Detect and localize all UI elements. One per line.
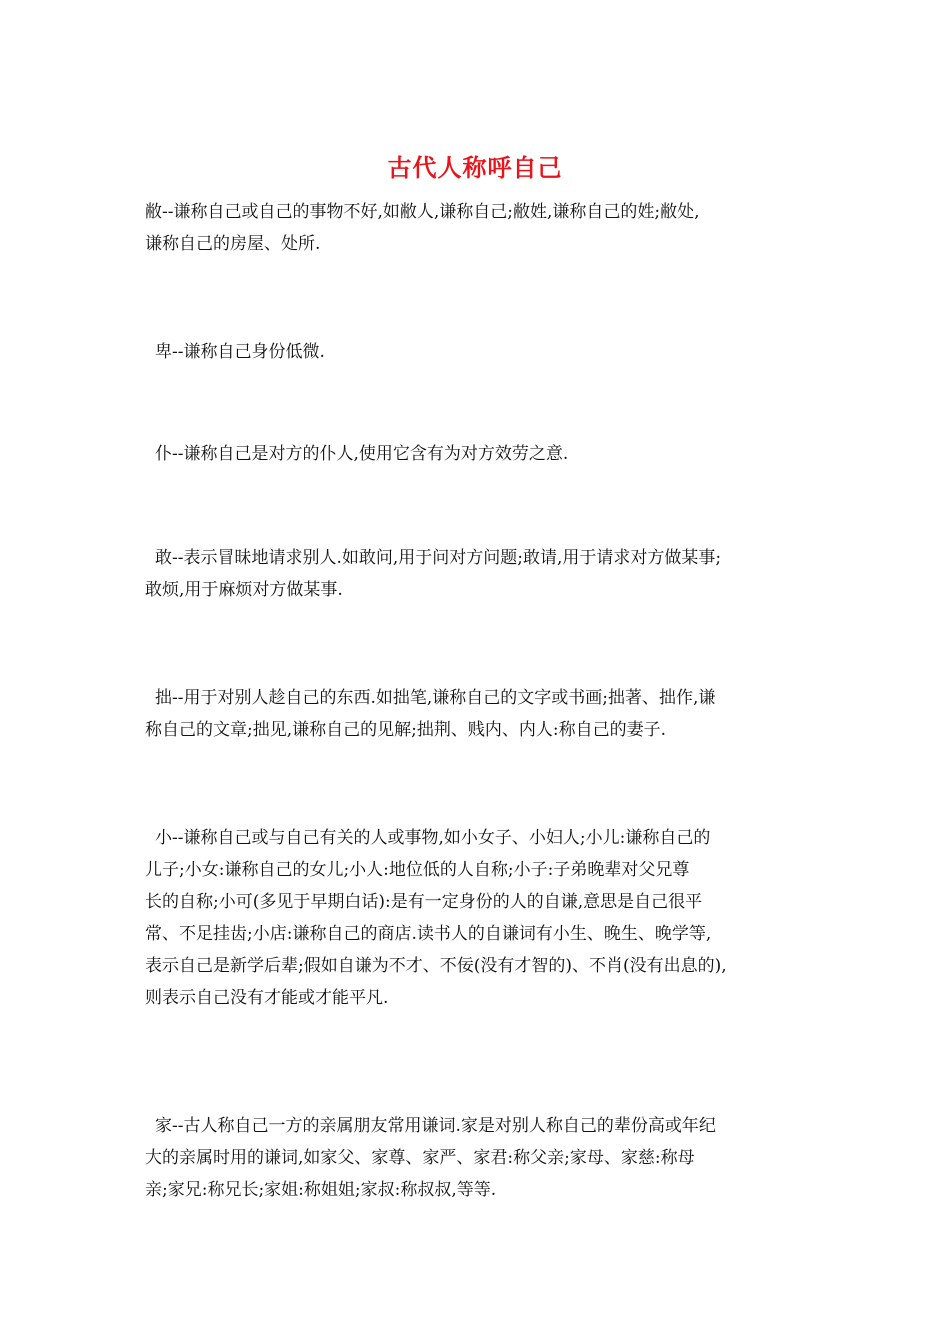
paragraph-line: 敝--谦称自己或自己的事物不好,如敝人,谦称自己;敝姓,谦称自己的姓;敝处, (145, 202, 700, 222)
paragraph-jia (145, 1110, 825, 1206)
paragraph-line: 大的亲属时用的谦词,如家父、家尊、家严、家君:称父亲;家母、家慈:称母 (145, 1148, 695, 1168)
paragraph-bei (145, 336, 825, 368)
paragraph-line: 敢--表示冒昧地请求别人.如敢问,用于问对方问题;敢请,用于请求对方做某事; (155, 548, 722, 568)
paragraph-line: 卑--谦称自己身份低微. (155, 342, 325, 362)
paragraph-line: 常、不足挂齿;小店:谦称自己的商店.读书人的自谦词有小生、晚生、晚学等, (145, 924, 712, 944)
paragraph-line: 表示自己是新学后辈;假如自谦为不才、不佞(没有才智的)、不肖(没有出息的), (145, 956, 727, 976)
paragraph-line: 长的自称;小可(多见于早期白话):是有一定身份的人的自谦,意思是自己很平 (145, 892, 703, 912)
paragraph-line: 仆--谦称自己是对方的仆人,使用它含有为对方效劳之意. (155, 444, 569, 464)
paragraph-line: 家--古人称自己一方的亲属朋友常用谦词.家是对别人称自己的辈份高或年纪 (155, 1116, 716, 1136)
paragraph-line: 称自己的文章;拙见,谦称自己的见解;拙荆、贱内、内人:称自己的妻子. (145, 720, 666, 740)
paragraph-line: 小--谦称自己或与自己有关的人或事物,如小女子、小妇人;小儿:谦称自己的 (155, 828, 711, 848)
paragraph-line: 则表示自己没有才能或才能平凡. (145, 988, 389, 1008)
document-title: 古代人称呼自己 (387, 153, 563, 182)
paragraph-line: 亲;家兄:称兄长;家姐:称姐姐;家叔:称叔叔,等等. (145, 1180, 497, 1200)
paragraph-xiao (145, 822, 825, 1014)
paragraph-pu (145, 438, 825, 470)
paragraph-line: 敢烦,用于麻烦对方做某事. (145, 580, 343, 600)
paragraph-line: 谦称自己的房屋、处所. (145, 234, 321, 254)
paragraph-line: 儿子;小女:谦称自己的女儿;小人:地位低的人自称;小子:子弟晚辈对父兄尊 (145, 860, 690, 880)
paragraph-line: 拙--用于对别人趁自己的东西.如拙笔,谦称自己的文字或书画;拙著、拙作,谦 (155, 688, 716, 708)
paragraph-bi (145, 196, 815, 260)
paragraph-gan (145, 542, 825, 606)
paragraph-zhuo (145, 682, 825, 746)
